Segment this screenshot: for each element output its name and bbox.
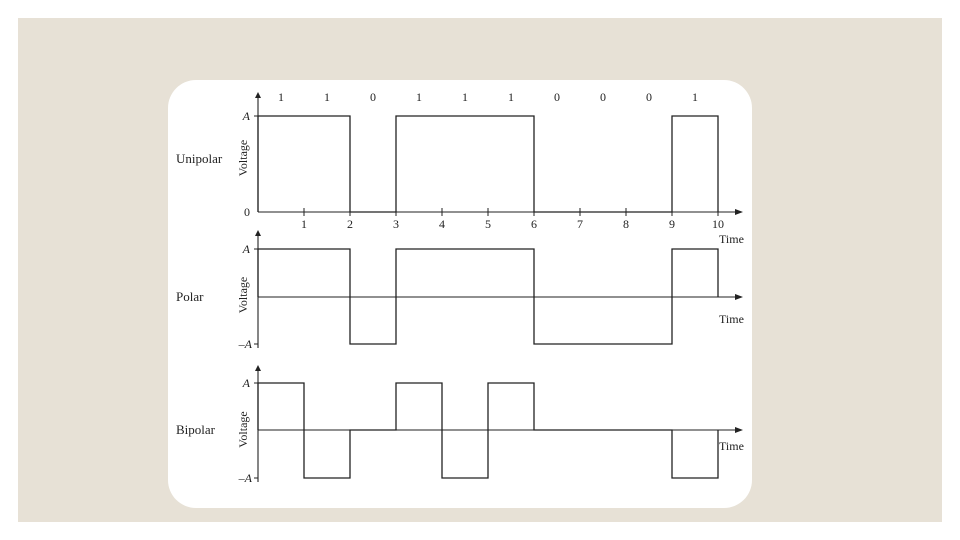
time-tick-label: 9 — [669, 217, 675, 231]
panel-label-polar: Polar — [176, 289, 204, 304]
time-tick-label: 2 — [347, 217, 353, 231]
bit-label: 0 — [370, 90, 376, 104]
bit-label: 0 — [554, 90, 560, 104]
panel-label-unipolar: Unipolar — [176, 151, 223, 166]
time-axis-arrow — [735, 427, 743, 433]
bit-label: 1 — [278, 90, 284, 104]
level-label-low: –A — [238, 337, 252, 351]
signal-waveform-unipolar — [258, 116, 718, 212]
slide-background — [18, 18, 942, 522]
time-tick-label: 8 — [623, 217, 629, 231]
level-label-high: A — [242, 109, 250, 123]
time-tick-label: 4 — [439, 217, 445, 231]
time-tick-label: 5 — [485, 217, 491, 231]
bit-label: 1 — [324, 90, 330, 104]
line-coding-diagram — [168, 80, 752, 508]
y-axis-arrow — [255, 230, 261, 236]
bit-label: 1 — [416, 90, 422, 104]
time-axis-label: Time — [719, 439, 744, 453]
y-axis-label: Voltage — [236, 411, 250, 448]
y-axis-arrow — [255, 365, 261, 371]
time-tick-label: 10 — [712, 217, 724, 231]
y-axis-arrow — [255, 92, 261, 98]
panel-label-bipolar: Bipolar — [176, 422, 215, 437]
level-label-zero: 0 — [244, 205, 250, 219]
level-label-low: –A — [238, 471, 252, 485]
level-label-high: A — [242, 376, 250, 390]
level-label-high: A — [242, 242, 250, 256]
bit-label: 0 — [646, 90, 652, 104]
time-axis-label: Time — [719, 312, 744, 326]
bit-label: 0 — [600, 90, 606, 104]
figure-card — [168, 80, 752, 508]
y-axis-label: Voltage — [236, 139, 250, 177]
bit-label: 1 — [508, 90, 514, 104]
time-tick-label: 7 — [577, 217, 583, 231]
time-tick-label: 3 — [393, 217, 399, 231]
y-axis-label: Voltage — [236, 276, 250, 314]
time-tick-label: 6 — [531, 217, 537, 231]
time-axis-arrow — [735, 294, 743, 300]
time-axis-arrow — [735, 209, 743, 215]
time-tick-label: 1 — [301, 217, 307, 231]
bit-label: 1 — [692, 90, 698, 104]
time-axis-label: Time — [719, 232, 744, 246]
bit-label: 1 — [462, 90, 468, 104]
